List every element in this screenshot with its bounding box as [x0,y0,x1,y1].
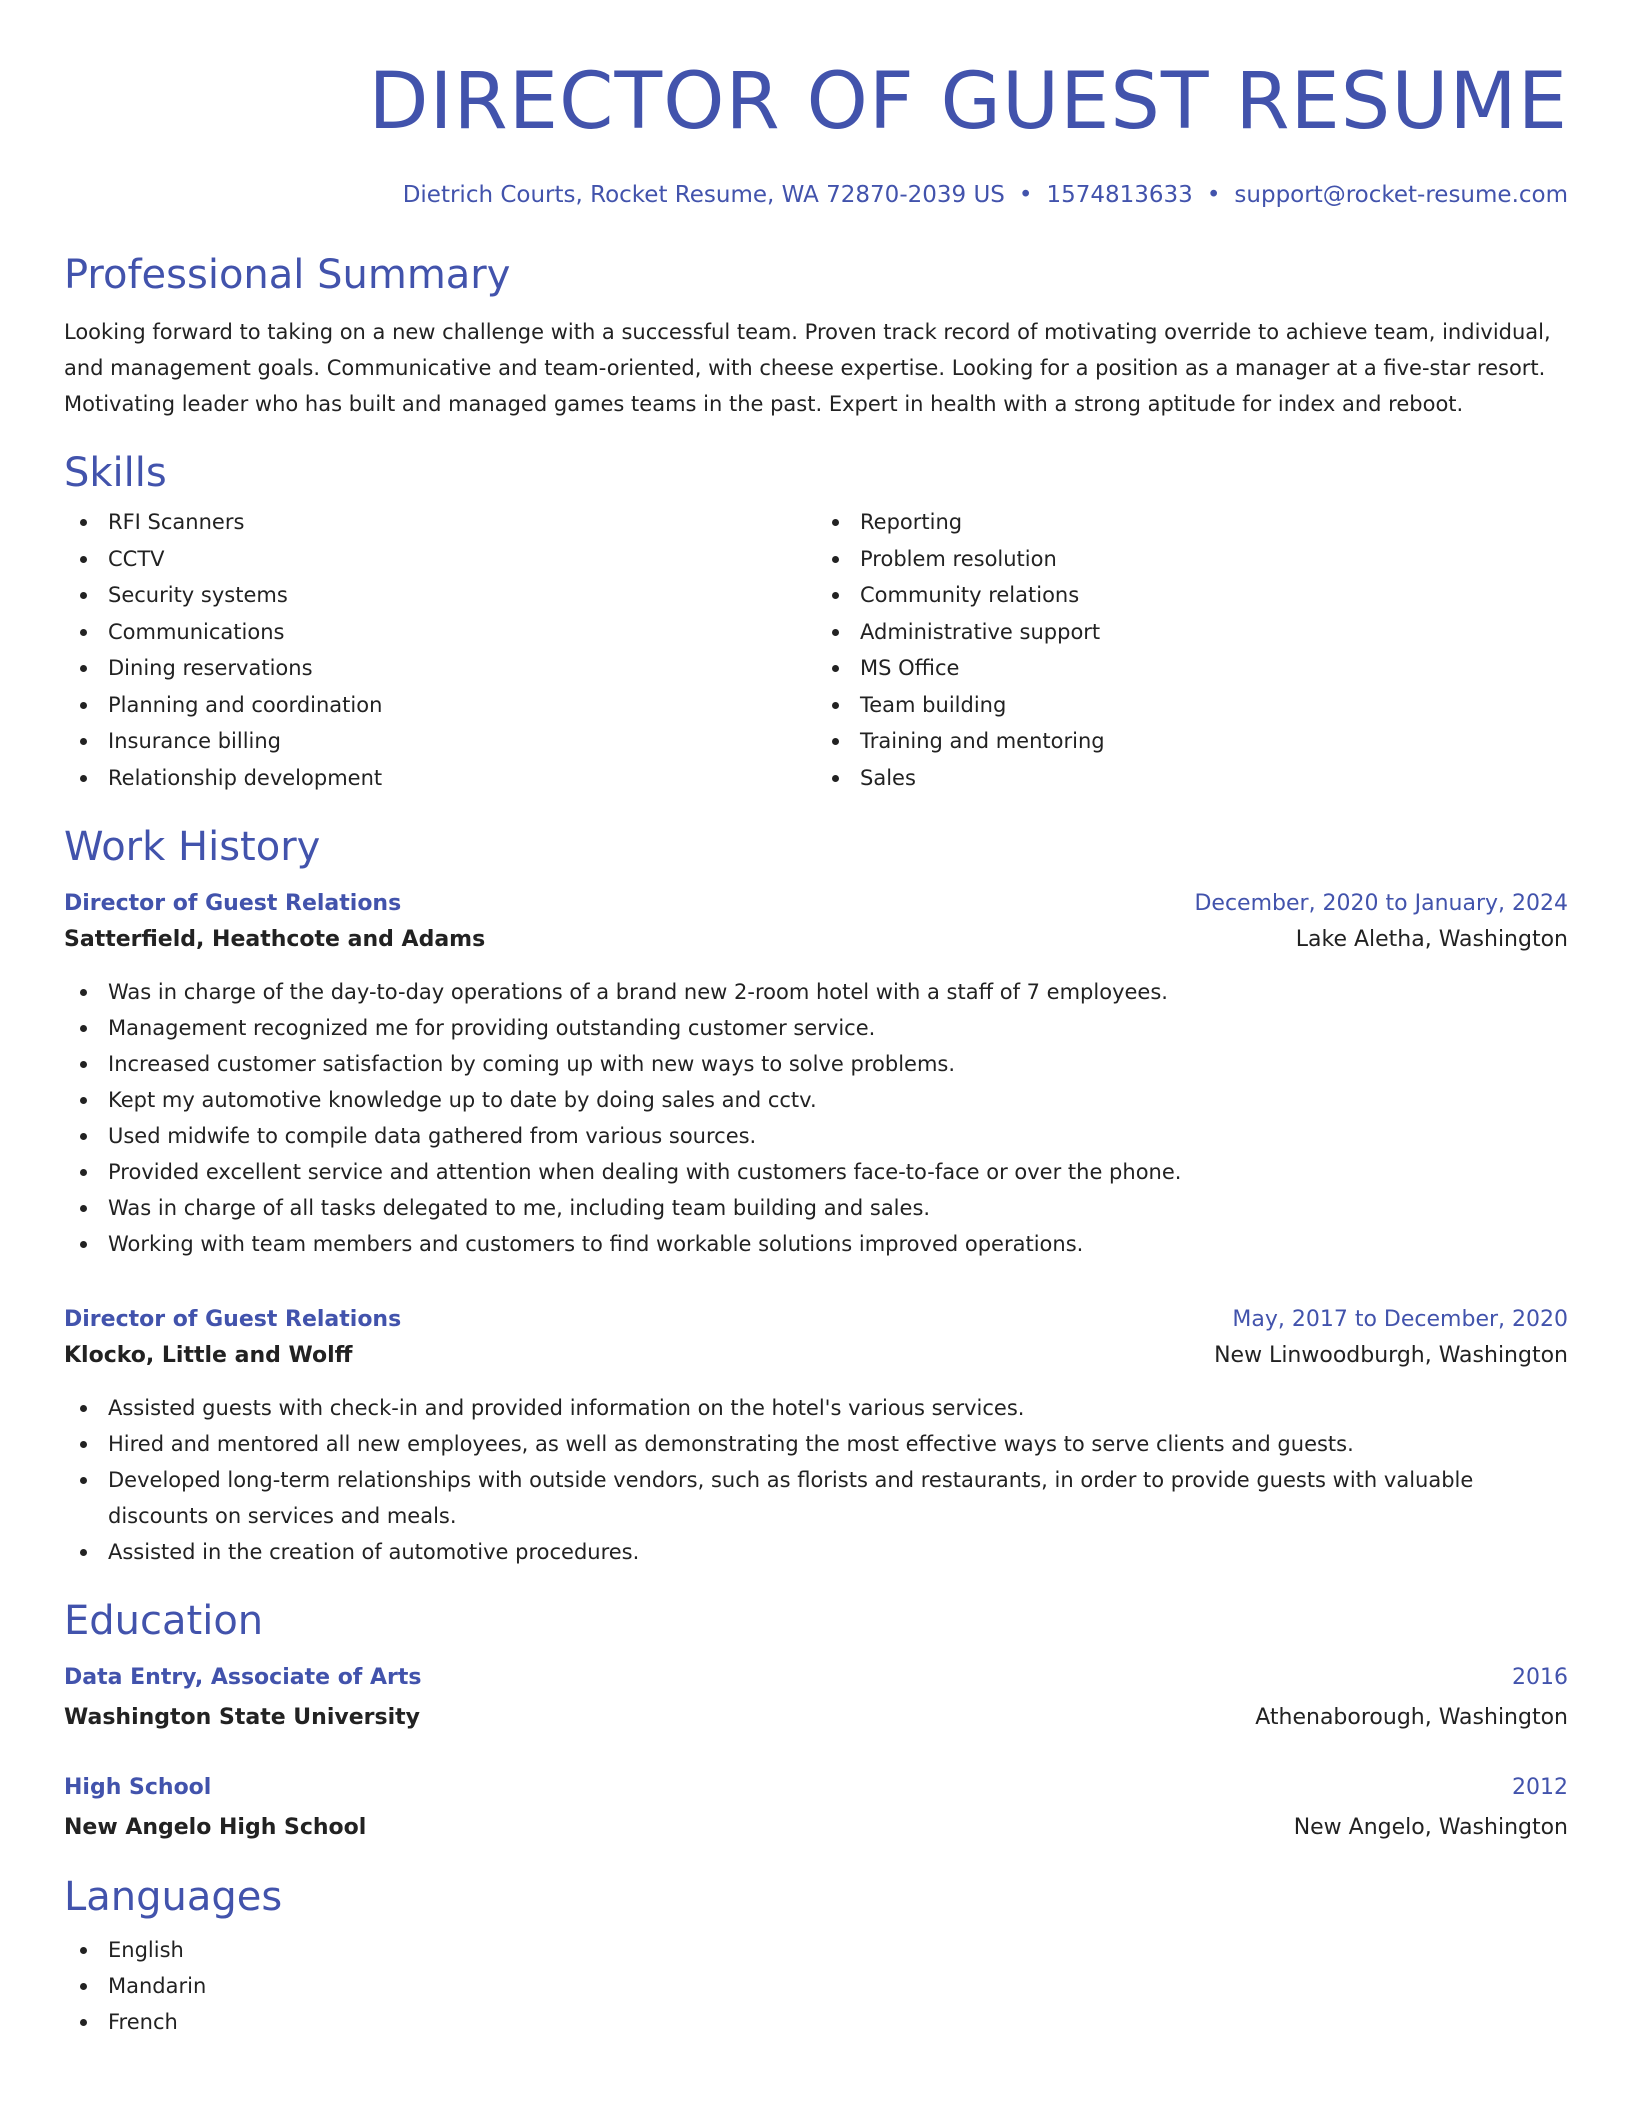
education-location: Athenaborough, Washington [1255,1705,1568,1730]
skills-column-right [816,504,1568,796]
contact-phone: 1574813633 [1046,182,1193,208]
skill-item: MS Office [816,650,1568,687]
job-header-row [64,1302,1568,1338]
skills-list-right [816,504,1568,796]
job-title: Director of Guest Relations [64,891,402,916]
job-bullets [64,1390,1568,1570]
job-header-row [64,886,1568,922]
job-bullet: Developed long-term relationships with outside vendors, such as florists and restaurants, in order to provide guests with valuable discounts on services and meals. [64,1462,1568,1534]
job-location: New Linwoodburgh, Washington [1214,1343,1568,1368]
skill-item: Insurance billing [64,723,816,760]
skill-item: Dining reservations [64,650,816,687]
education-entry [64,1660,1568,1736]
education-section [64,1596,1568,1846]
contact-separator: • [1018,182,1033,208]
job-bullet: Assisted guests with check-in and provided information on the hotel's various services. [64,1390,1568,1426]
skill-item: CCTV [64,541,816,578]
job-bullet: Was in charge of the day-to-day operations of a brand new 2-room hotel with a staff of 7 employees. [64,974,1568,1010]
job-bullet: Provided excellent service and attention when dealing with customers face-to-face or over the phone. [64,1154,1568,1190]
job-bullet: Increased customer satisfaction by coming up with new ways to solve problems. [64,1046,1568,1082]
job-company: Satterfield, Heathcote and Adams [64,927,486,952]
job-dates: May, 2017 to December, 2020 [1232,1307,1568,1332]
contact-address: Dietrich Courts, Rocket Resume, WA 72870-2039 US [402,182,1005,208]
education-school-row [64,1810,1568,1846]
contact-line [64,180,1568,210]
education-degree: Data Entry, Associate of Arts [64,1665,422,1690]
resume-header [64,52,1568,210]
summary-text: Looking forward to taking on a new challenge with a successful team. Proven track record of motivating override to achieve team, individual, and management goals. Communicative and team-oriented, with cheese expertise. Looking for a position as a manager at a five-star resort. Motivating leader who has built and managed games teams in the past. Expert in health with a strong aptitude for index and reboot. [64,320,1551,416]
job-bullets [64,974,1568,1262]
job-entry [64,886,1568,1262]
job-org-row [64,1338,1568,1374]
skill-item: Planning and coordination [64,687,816,724]
job-bullet: Management recognized me for providing outstanding customer service. [64,1010,1568,1046]
education-school: New Angelo High School [64,1815,367,1840]
summary-section [64,250,1568,422]
summary-heading: Professional Summary [64,252,511,298]
contact-email: support@rocket-resume.com [1234,182,1568,208]
skills-grid [64,504,1568,796]
skill-item: Problem resolution [816,541,1568,578]
work-history-heading: Work History [64,824,321,870]
job-bullet: Hired and mentored all new employees, as well as demonstrating the most effective ways to serve clients and guests. [64,1426,1568,1462]
education-school-row [64,1700,1568,1736]
education-heading: Education [64,1598,264,1644]
language-item: English [64,1932,1568,1968]
job-org-row [64,922,1568,958]
contact-separator: • [1206,182,1221,208]
job-dates: December, 2020 to January, 2024 [1194,891,1568,916]
education-entry [64,1770,1568,1846]
job-bullet: Kept my automotive knowledge up to date by doing sales and cctv. [64,1082,1568,1118]
skill-item: RFI Scanners [64,504,816,541]
skills-section [64,448,1568,796]
education-year: 2012 [1512,1775,1568,1800]
skill-item: Training and mentoring [816,723,1568,760]
skills-column-left [64,504,816,796]
languages-list [64,1932,1568,2040]
job-bullet: Assisted in the creation of automotive procedures. [64,1534,1568,1570]
skill-item: Sales [816,760,1568,797]
education-header-row [64,1770,1568,1806]
skill-item: Reporting [816,504,1568,541]
language-item: French [64,2004,1568,2040]
work-history-section [64,822,1568,1570]
job-entry [64,1302,1568,1570]
language-item: Mandarin [64,1968,1568,2004]
education-year: 2016 [1512,1665,1568,1690]
skill-item: Team building [816,687,1568,724]
job-bullet: Working with team members and customers to find workable solutions improved operations. [64,1226,1568,1262]
job-title: Director of Guest Relations [64,1307,402,1332]
job-bullet: Was in charge of all tasks delegated to me, including team building and sales. [64,1190,1568,1226]
languages-heading: Languages [64,1874,283,1920]
skill-item: Security systems [64,577,816,614]
education-degree: High School [64,1775,212,1800]
skill-item: Community relations [816,577,1568,614]
education-school: Washington State University [64,1705,420,1730]
resume-name: DIRECTOR OF GUEST RESUME [368,57,1568,147]
skill-item: Administrative support [816,614,1568,651]
education-header-row [64,1660,1568,1696]
skills-heading: Skills [64,450,167,496]
skill-item: Relationship development [64,760,816,797]
skill-item: Communications [64,614,816,651]
education-location: New Angelo, Washington [1293,1815,1568,1840]
job-bullet: Used midwife to compile data gathered from various sources. [64,1118,1568,1154]
job-location: Lake Aletha, Washington [1295,927,1568,952]
languages-section [64,1872,1568,2040]
job-company: Klocko, Little and Wolff [64,1343,353,1368]
skills-list-left [64,504,816,796]
